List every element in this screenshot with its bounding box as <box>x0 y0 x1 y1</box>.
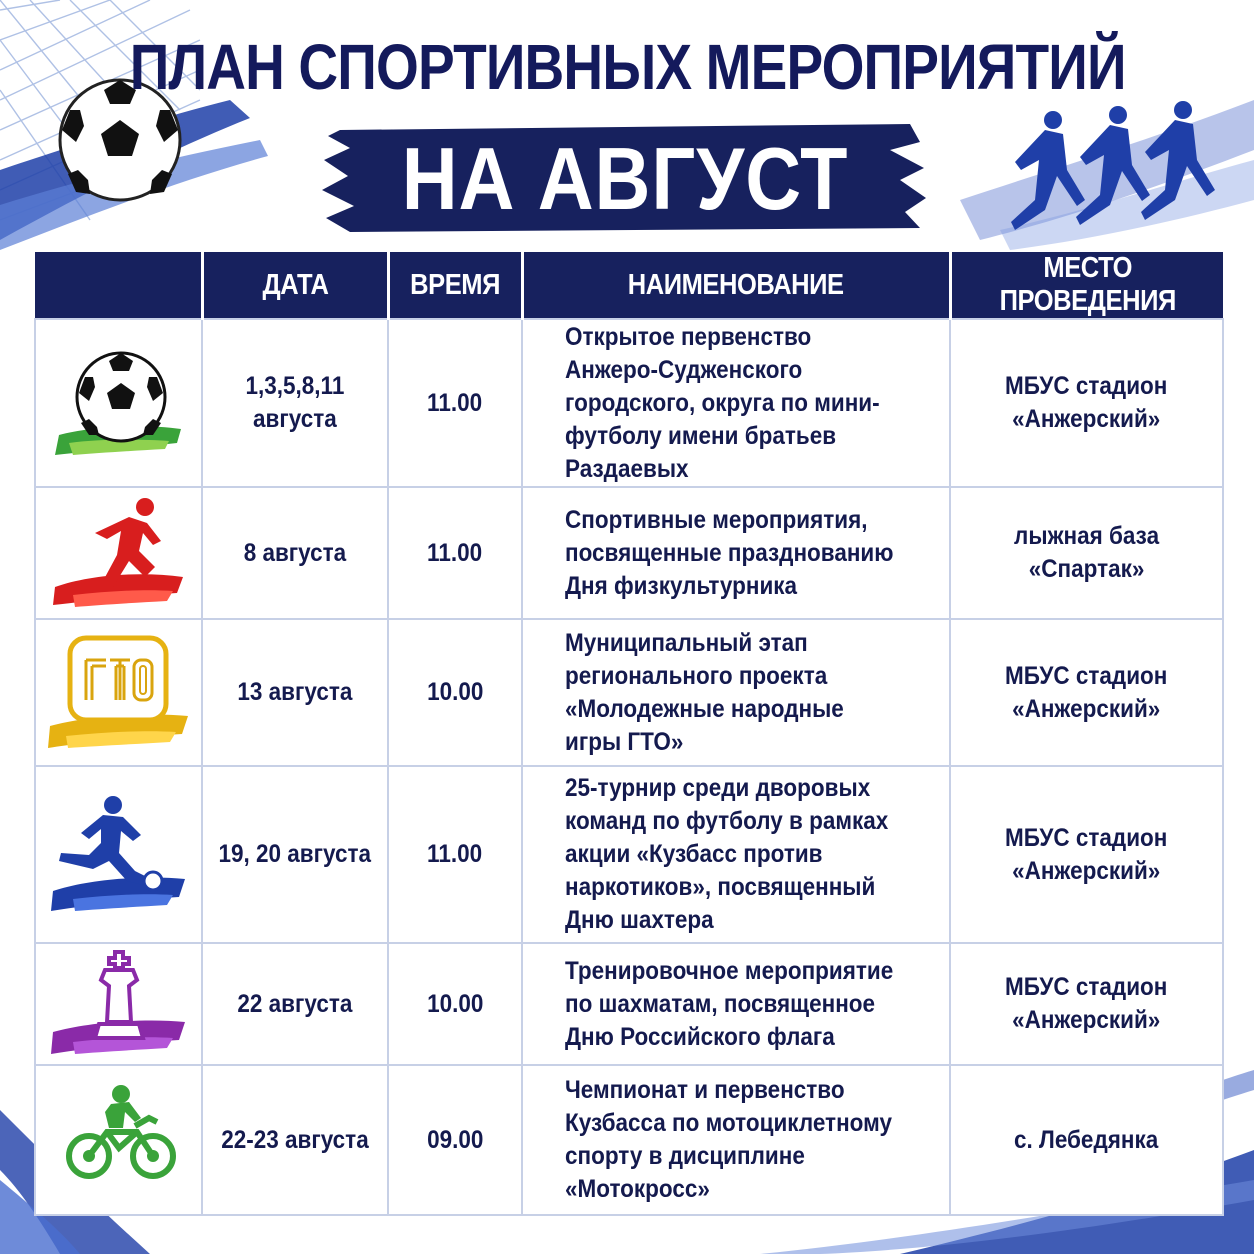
table-row <box>35 1065 1223 1215</box>
time-cell: 09.00 <box>388 1065 522 1215</box>
date-cell: 13 августа <box>202 619 388 766</box>
subtitle-banner <box>320 120 930 235</box>
event-name-cell: Открытое первенство Анжеро-Судженского городского, округа по мини- футболу имени братьев Раздаевых <box>522 319 950 487</box>
icon-cell <box>35 943 202 1065</box>
date-cell: 19, 20 августа <box>202 766 388 943</box>
table-row <box>35 319 1223 487</box>
time-cell: 11.00 <box>388 319 522 487</box>
header-name: НАИМЕНОВАНИЕ <box>522 252 950 319</box>
place-cell: МБУС стадион «Анжерский» <box>950 319 1223 487</box>
icon-cell <box>35 1065 202 1215</box>
event-name-cell: Спортивные мероприятия, посвященные празднованию Дня физкультурника <box>522 487 950 619</box>
place-cell: МБУС стадион «Анжерский» <box>950 619 1223 766</box>
header-time: ВРЕМЯ <box>388 252 522 319</box>
place-cell: МБУС стадион «Анжерский» <box>950 766 1223 943</box>
football-player-icon <box>49 795 189 915</box>
table-row <box>35 766 1223 943</box>
event-name-cell: 25-турнир среди дворовых команд по футболу в рамках акции «Кузбасс против наркотиков», посвященный Дню шахтера <box>522 766 950 943</box>
header-place: МЕСТО ПРОВЕДЕНИЯ <box>950 252 1223 319</box>
event-name-cell: Чемпионат и первенство Кузбасса по мотоциклетному спорту в дисциплине «Мотокросс» <box>522 1065 950 1215</box>
place-cell: лыжная база «Спартак» <box>950 487 1223 619</box>
time-cell: 10.00 <box>388 619 522 766</box>
page-subtitle: НА АВГУСТ <box>401 129 849 228</box>
events-table <box>34 252 1224 1216</box>
runner-icon <box>49 495 189 611</box>
header-date: ДАТА <box>202 252 388 319</box>
icon-cell <box>35 619 202 766</box>
date-cell: 22 августа <box>202 943 388 1065</box>
time-cell: 11.00 <box>388 487 522 619</box>
motocross-icon <box>49 1082 189 1198</box>
icon-cell <box>35 319 202 487</box>
date-cell: 22-23 августа <box>202 1065 388 1215</box>
table-row <box>35 487 1223 619</box>
page-title: ПЛАН СПОРТИВНЫХ МЕРОПРИЯТИЙ <box>129 31 1126 103</box>
table-row <box>35 619 1223 766</box>
event-name-cell: Муниципальный этап регионального проекта «Молодежные народные игры ГТО» <box>522 619 950 766</box>
table-header-row <box>35 252 1223 319</box>
date-cell: 8 августа <box>202 487 388 619</box>
gto-badge-icon <box>46 630 192 756</box>
time-cell: 11.00 <box>388 766 522 943</box>
soccer-ball-icon <box>49 343 189 463</box>
icon-cell <box>35 766 202 943</box>
icon-cell <box>35 487 202 619</box>
header-icon-column <box>35 252 202 319</box>
date-cell: 1,3,5,8,11 августа <box>202 319 388 487</box>
time-cell: 10.00 <box>388 943 522 1065</box>
place-cell: с. Лебедянка <box>950 1065 1223 1215</box>
event-name-cell: Тренировочное мероприятие по шахматам, посвященное Дню Российского флага <box>522 943 950 1065</box>
place-cell: МБУС стадион «Анжерский» <box>950 943 1223 1065</box>
table-row <box>35 943 1223 1065</box>
chess-king-icon <box>49 946 189 1062</box>
